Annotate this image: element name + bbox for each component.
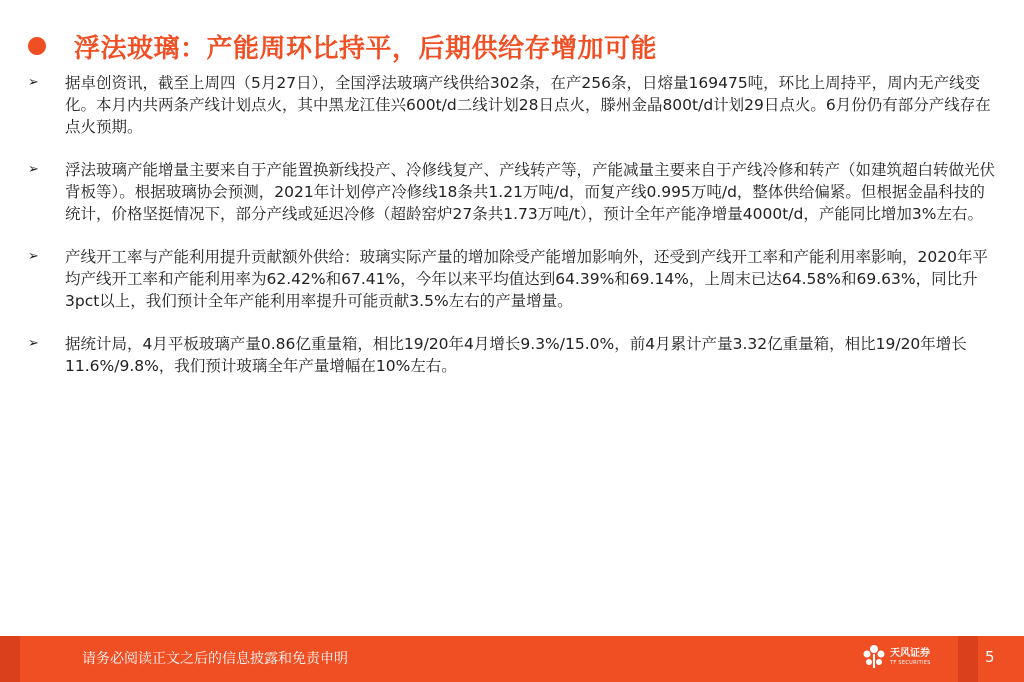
title-row bbox=[28, 26, 657, 66]
brand-logo bbox=[862, 644, 931, 670]
logo-name-cn: 天风证券 bbox=[890, 647, 930, 659]
bullet-text: 产线开工率与产能利用提升贡献额外供给：玻璃实际产量的增加除受产能增加影响外，还受到产线开工率和产能利用率影响，2020年平均产线开工率和产能利用率为62.42%和67.41%，今年以来平均值达到64.39%和69.14%，上周末已达64.58%和69.63%，同比升3pct以上，我们预计全年产能利用率提升可能贡献3.5%左右的产量增量。 bbox=[65, 248, 988, 310]
bullet-item bbox=[28, 246, 1000, 312]
footer-decoration bbox=[958, 636, 978, 682]
footer-bar bbox=[0, 636, 1024, 682]
tf-flower-logo-icon bbox=[862, 644, 886, 670]
footer-decoration bbox=[0, 636, 20, 682]
arrow-bullet-icon: ➢ bbox=[28, 75, 39, 90]
bullet-item bbox=[28, 333, 1000, 377]
bullet-item bbox=[28, 159, 1000, 225]
bullet-text: 浮法玻璃产能增量主要来自于产能置换新线投产、冷修线复产、产线转产等，产能减量主要来自于产线冷修和转产（如建筑超白转做光伏背板等）。根据玻璃协会预测，2021年计划停产冷修线18条共1.21万吨/d，而复产线0.995万吨/d，整体供给偏紧。但根据金晶科技的统计，价格坚挺情况下，部分产线或延迟冷修（超龄窑炉27条共1.73万吨/t），预计全年产能净增量4000t/d，产能同比增加3%左右。 bbox=[65, 161, 996, 223]
arrow-bullet-icon: ➢ bbox=[28, 336, 39, 351]
bullet-list bbox=[28, 72, 1000, 398]
slide-title: 浮法玻璃：产能周环比持平，后期供给存增加可能 bbox=[74, 33, 658, 64]
arrow-bullet-icon: ➢ bbox=[28, 162, 39, 177]
logo-wordmark bbox=[890, 649, 931, 666]
arrow-bullet-icon: ➢ bbox=[28, 249, 39, 264]
bullet-item bbox=[28, 72, 1000, 138]
footer-disclaimer: 请务必阅读正文之后的信息披露和免责申明 bbox=[82, 651, 348, 667]
bullet-text: 据卓创资讯，截至上周四（5月27日），全国浮法玻璃产线供给302条，在产256条，日熔量169475吨，环比上周持平，周内无产线变化。本月内共两条产线计划点火，其中黑龙江佳兴600t/d二线计划28日点火，滕州金晶800t/d计划29日点火。6月份仍有部分产线存在点火预期。 bbox=[65, 74, 991, 136]
title-bullet-dot bbox=[28, 37, 46, 55]
page-number: 5 bbox=[985, 648, 995, 666]
logo-name-en: TF SECURITIES bbox=[890, 659, 931, 666]
bullet-text: 据统计局，4月平板玻璃产量0.86亿重量箱，相比19/20年4月增长9.3%/15.0%，前4月累计产量3.32亿重量箱，相比19/20年增长11.6%/9.8%，我们预计玻璃全年产量增幅在10%左右。 bbox=[65, 335, 967, 375]
